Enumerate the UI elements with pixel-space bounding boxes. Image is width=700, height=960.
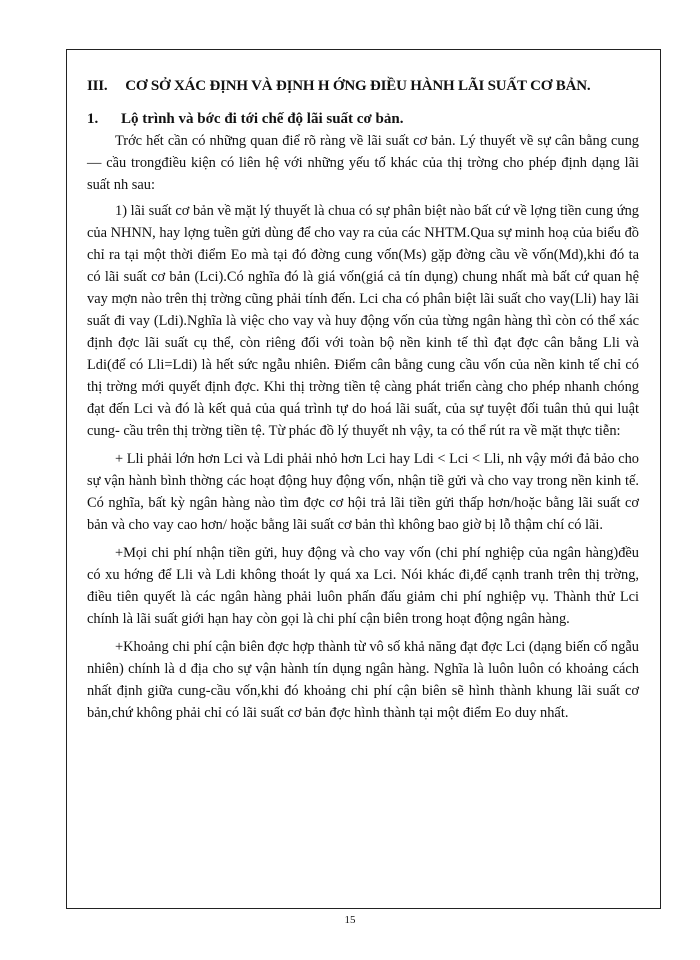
paragraph-point-2: +Mọi chi phí nhận tiền gửi, huy động và cho vay vốn (chi phí nghiệp của ngân hàng)đều có xu hớng để Lli và Ldi không thoát ly quá xa Lci. Nói khác đi,để cạnh tranh trên thị trờng, điều tiên quyết là các ngân hàng phải luôn phấn đấu giảm chi phí nghiệp vụ. Thành thử Lci chính là lãi suất giới hạn hay còn gọi là chi phí cận biên trong hoạt động ngân hàng.: [87, 545, 639, 627]
page-number: 15: [344, 914, 356, 926]
paragraph-theory: 1) lãi suất cơ bản về mặt lý thuyết là chua có sự phân biệt nào bất cứ về lợng tiền cung ứng của NHNN, hay lợng tuền gửi dùng để cho vay ra của các NHTM.Qua sự minh hoạ của biểu đồ chỉ ra tại một thời điểm Eo mà tại đó đờng cung vốn(Ms) gặp đờng cầu về vốn(Md),khi đó ta có lãi suất cơ bản (Lci).Có nghĩa đó là giá vốn(giá cả tín dụng) chung nhất mà bất cứ quan hệ vay mợn nào trên thị trờng cũng phải tính đến. Lci cha có phân biệt lãi suất cho vay(Lli) hay lãi suất đi vay (Ldi).Nghĩa là việc cho vay và huy động vốn của từng ngân hàng thì còn có thể xác định đợc lãi suất cụ thể, còn riêng đối với toàn bộ nền kinh tế thì đạt đợc cân bằng Lli và Ldi(để có Lli=Ldi) là hết sức ngẫu nhiên. Điểm cân bằng cung cầu vốn của nền kinh tế chỉ có thị trờng mới quyết định đợc. Khi thị trờng tiền tệ càng phát triển càng cho phép nhanh chóng đạt đến Lci và đó là kết quả của quá trình tự do hoá lãi suất, của sự tuyệt đối tuân thủ qui luật cung- cầu trên thị trờng tiền tệ. Từ phác đồ lý thuyết nh vậy, ta có thể rút ra về mặt thực tiễn:: [87, 203, 639, 439]
subsection-title: Lộ trình và bớc đi tới chế độ lãi suất cơ bản.: [121, 111, 404, 127]
paragraph-intro: Trớc hết cần có những quan điể rõ ràng về lãi suất cơ bản. Lý thuyết về sự cân bằng cung — cầu trongđiều kiện có liên hệ với những yếu tố khác của thị trờng cho phép định dạng lãi suất nh sau:: [87, 133, 639, 193]
subsection-heading: [87, 111, 639, 128]
document-body: [87, 78, 639, 728]
paragraph-point-3: +Khoảng chi phí cận biên đợc hợp thành từ vô số khả năng đạt đợc Lci (dạng biến cố ngẫu nhiên) chính là d địa cho sự vận hành tín dụng ngân hàng. Nghĩa là luôn luôn có khoảng cách nhất định giữa cung-cầu vốn,khi đó khoảng chi phí cận biên sẽ hình thành khung lãi suất cơ bản,chứ không phải chỉ có lãi suất cơ bản đợc hình thành tại một điểm Eo duy nhất.: [87, 639, 639, 721]
section-title: CƠ SỞ XÁC ĐỊNH VÀ ĐỊNH H ỚNG ĐIỀU HÀNH LÃI SUẤT CƠ BẢN.: [125, 78, 591, 94]
paragraph-point-1: + Lli phải lớn hơn Lci và Ldi phải nhỏ hơn Lci hay Ldi < Lci < Lli, nh vậy mới đả bảo cho sự vận hành bình thờng các hoạt động huy động vốn, nhận tiề gửi và cho vay trong nền kinh tế. Có nghĩa, bất kỳ ngân hàng nào tìm đợc cơ hội trả lãi tiền gửi thấp hơn/hoặc bằng lãi suất cơ bản và cho vay cao hơn/ hoặc bằng lãi suất cơ bản thì không bao giờ bị lỗ thậm chí có lãi.: [87, 451, 639, 533]
section-heading: [87, 78, 639, 95]
subsection-number: 1.: [87, 111, 99, 127]
section-number: III.: [87, 78, 108, 94]
